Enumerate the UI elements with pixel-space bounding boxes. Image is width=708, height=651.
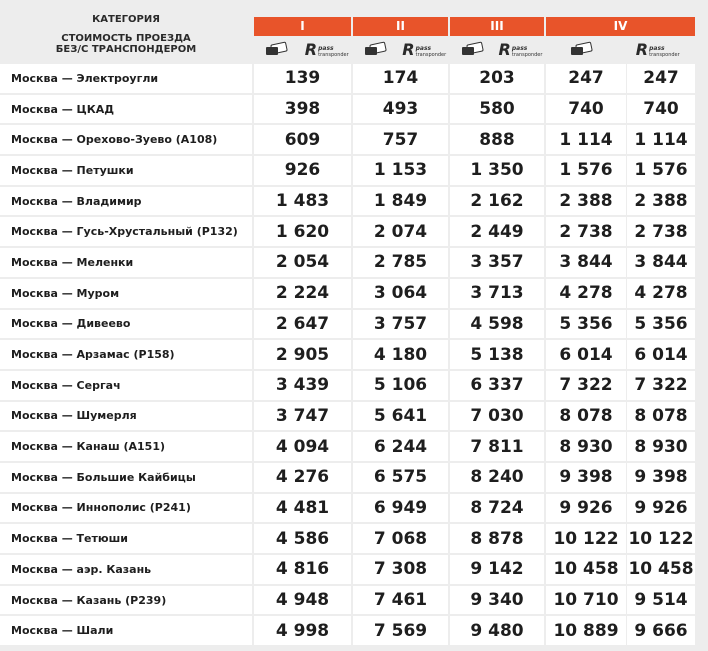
price-cell: 3 844	[627, 248, 695, 279]
table-row	[0, 64, 708, 95]
transponder-sublabel: transponder	[511, 52, 543, 58]
route-name: Москва — Шали	[0, 616, 252, 647]
price-cell: 4 598	[450, 310, 544, 341]
price-cell: 8 240	[450, 463, 544, 494]
table-row	[0, 310, 708, 341]
price-cell: 3 439	[254, 371, 351, 402]
price-cell: 3 747	[254, 402, 351, 433]
price-cell: 609	[254, 125, 351, 156]
route-name: Москва — Казань (Р239)	[0, 586, 252, 617]
route-name: Москва — Дивеево	[0, 310, 252, 341]
price-cell: 2 224	[254, 279, 351, 310]
price-cell: 7 322	[546, 371, 626, 402]
category-header-2: II	[353, 17, 448, 36]
price-cell: 10 122	[546, 524, 626, 555]
price-cell: 174	[353, 64, 448, 95]
price-cell: 888	[450, 125, 544, 156]
price-cell: 4 180	[353, 340, 448, 371]
price-cell: 4 586	[254, 524, 351, 555]
route-name: Москва — Орехово-Зуево (А108)	[0, 125, 252, 156]
price-cell: 8 724	[450, 494, 544, 525]
price-cell: 7 308	[353, 555, 448, 586]
price-cell: 10 458	[546, 555, 626, 586]
price-cell: 580	[450, 95, 544, 126]
price-cell: 7 030	[450, 402, 544, 433]
price-cell: 740	[546, 95, 626, 126]
route-name: Москва — Меленки	[0, 248, 252, 279]
route-name: Москва — Владимир	[0, 187, 252, 218]
transponder-icon: R pass transponder	[635, 40, 680, 59]
price-cell: 4 278	[627, 279, 695, 310]
table-row	[0, 555, 708, 586]
price-cell: 9 398	[627, 463, 695, 494]
price-cell: 3 757	[353, 310, 448, 341]
price-cell: 2 388	[546, 187, 626, 218]
price-cell: 7 068	[353, 524, 448, 555]
price-cell: 2 162	[450, 187, 544, 218]
table-row	[0, 95, 708, 126]
route-name: Москва — Иннополис (Р241)	[0, 494, 252, 525]
price-cell: 247	[546, 64, 626, 95]
price-cell: 7 461	[353, 586, 448, 617]
table-row	[0, 402, 708, 433]
price-cell: 740	[627, 95, 695, 126]
table-row	[0, 248, 708, 279]
price-cell: 10 710	[546, 586, 626, 617]
price-cell: 9 666	[627, 616, 695, 647]
price-cell: 5 641	[353, 402, 448, 433]
transponder-sublabel: transponder	[649, 52, 680, 58]
price-cell: 2 054	[254, 248, 351, 279]
table-row	[0, 125, 708, 156]
price-cell: 10 122	[627, 524, 695, 555]
price-cell: 3 357	[450, 248, 544, 279]
transponder-icon: R pass transponder	[498, 40, 543, 59]
price-cell: 7 322	[627, 371, 695, 402]
price-cell: 5 106	[353, 371, 448, 402]
price-cell: 9 340	[450, 586, 544, 617]
price-cell: 2 905	[254, 340, 351, 371]
price-cell: 493	[353, 95, 448, 126]
card-payment-icon	[254, 36, 303, 64]
category-label: КАТЕГОРИЯ	[92, 14, 160, 25]
price-cell: 1 576	[546, 156, 626, 187]
price-cell: 1 153	[353, 156, 448, 187]
route-name: Москва — Электроугли	[0, 64, 252, 95]
route-name: Москва — ЦКАД	[0, 95, 252, 126]
price-cell: 8 930	[627, 432, 695, 463]
table-row	[0, 156, 708, 187]
price-cell: 2 738	[627, 217, 695, 248]
transponder-label: pass	[649, 45, 665, 52]
price-cell: 2 785	[353, 248, 448, 279]
route-name: Москва — Канаш (А151)	[0, 432, 252, 463]
price-cell: 7 811	[450, 432, 544, 463]
price-cell: 6 337	[450, 371, 544, 402]
price-cell: 3 064	[353, 279, 448, 310]
table-row	[0, 524, 708, 555]
route-name: Москва — Сергач	[0, 371, 252, 402]
price-cell: 926	[254, 156, 351, 187]
route-name: Москва — Гусь-Хрустальный (Р132)	[0, 217, 252, 248]
price-cell: 4 816	[254, 555, 351, 586]
transponder-payment-icon	[621, 36, 696, 64]
route-name: Москва — Шумерля	[0, 402, 252, 433]
card-icon	[571, 43, 595, 57]
table-row	[0, 494, 708, 525]
table-row	[0, 279, 708, 310]
price-cell: 5 138	[450, 340, 544, 371]
price-cell: 1 350	[450, 156, 544, 187]
price-cell: 10 889	[546, 616, 626, 647]
transponder-sublabel: transponder	[318, 52, 349, 58]
table-row	[0, 432, 708, 463]
transponder-label: pass	[415, 45, 432, 52]
price-cell: 8 930	[546, 432, 626, 463]
card-payment-icon	[546, 36, 621, 64]
route-name: Москва — аэр. Казань	[0, 555, 252, 586]
price-cell: 9 142	[450, 555, 544, 586]
price-cell: 203	[450, 64, 544, 95]
route-name: Москва — Арзамас (Р158)	[0, 340, 252, 371]
price-cell: 2 738	[546, 217, 626, 248]
price-cell: 1 849	[353, 187, 448, 218]
price-cell: 6 949	[353, 494, 448, 525]
price-cell: 247	[627, 64, 695, 95]
transponder-label: pass	[318, 45, 334, 52]
price-cell: 4 276	[254, 463, 351, 494]
price-cell: 398	[254, 95, 351, 126]
route-name: Москва — Тетюши	[0, 524, 252, 555]
price-cell: 2 388	[627, 187, 695, 218]
card-payment-icon	[450, 36, 497, 64]
price-cell: 9 926	[546, 494, 626, 525]
price-cell: 10 458	[627, 555, 695, 586]
table-row	[0, 340, 708, 371]
price-cell: 2 074	[353, 217, 448, 248]
card-payment-icon	[353, 36, 401, 64]
category-header-4: IV	[546, 17, 695, 36]
category-header-3: III	[450, 17, 544, 36]
cost-label-line1: СТОИМОСТЬ ПРОЕЗДА	[61, 33, 191, 44]
price-cell: 9 514	[627, 586, 695, 617]
table-row	[0, 586, 708, 617]
price-cell: 6 014	[546, 340, 626, 371]
price-cell: 1 483	[254, 187, 351, 218]
price-cell: 5 356	[546, 310, 626, 341]
table-row	[0, 217, 708, 248]
price-cell: 8 878	[450, 524, 544, 555]
price-cell: 9 480	[450, 616, 544, 647]
price-cell: 6 244	[353, 432, 448, 463]
table-row	[0, 616, 708, 647]
price-cell: 139	[254, 64, 351, 95]
price-cell: 1 620	[254, 217, 351, 248]
route-name: Москва — Большие Кайбицы	[0, 463, 252, 494]
price-cell: 2 449	[450, 217, 544, 248]
price-cell: 7 569	[353, 616, 448, 647]
table-row	[0, 463, 708, 494]
price-cell: 1 114	[627, 125, 695, 156]
table-row	[0, 371, 708, 402]
price-cell: 6 014	[627, 340, 695, 371]
transponder-payment-icon	[303, 36, 352, 64]
price-cell: 4 948	[254, 586, 351, 617]
card-icon	[266, 43, 290, 57]
card-icon	[365, 43, 389, 57]
price-cell: 1 114	[546, 125, 626, 156]
table-row	[0, 187, 708, 218]
price-cell: 8 078	[546, 402, 626, 433]
cost-label-line2: БЕЗ/С ТРАНСПОНДЕРОМ	[55, 44, 197, 55]
price-cell: 8 078	[627, 402, 695, 433]
transponder-payment-icon	[401, 36, 449, 64]
price-cell: 4 481	[254, 494, 351, 525]
price-cell: 9 398	[546, 463, 626, 494]
price-cell: 5 356	[627, 310, 695, 341]
category-header-1: I	[254, 17, 351, 36]
transponder-sublabel: transponder	[415, 52, 447, 58]
route-name: Москва — Петушки	[0, 156, 252, 187]
price-cell: 2 647	[254, 310, 351, 341]
transponder-label: pass	[511, 45, 528, 52]
price-cell: 4 278	[546, 279, 626, 310]
price-cell: 4 094	[254, 432, 351, 463]
route-rows	[0, 64, 708, 647]
price-cell: 3 844	[546, 248, 626, 279]
route-name: Москва — Муром	[0, 279, 252, 310]
price-cell: 9 926	[627, 494, 695, 525]
table-header-labels	[0, 14, 252, 55]
price-cell: 3 713	[450, 279, 544, 310]
price-cell: 6 575	[353, 463, 448, 494]
transponder-icon: R pass transponder	[402, 40, 447, 59]
price-cell: 1 576	[627, 156, 695, 187]
transponder-icon: R pass transponder	[304, 40, 349, 59]
card-icon	[462, 43, 486, 57]
price-cell: 757	[353, 125, 448, 156]
transponder-payment-icon	[497, 36, 544, 64]
price-cell: 4 998	[254, 616, 351, 647]
